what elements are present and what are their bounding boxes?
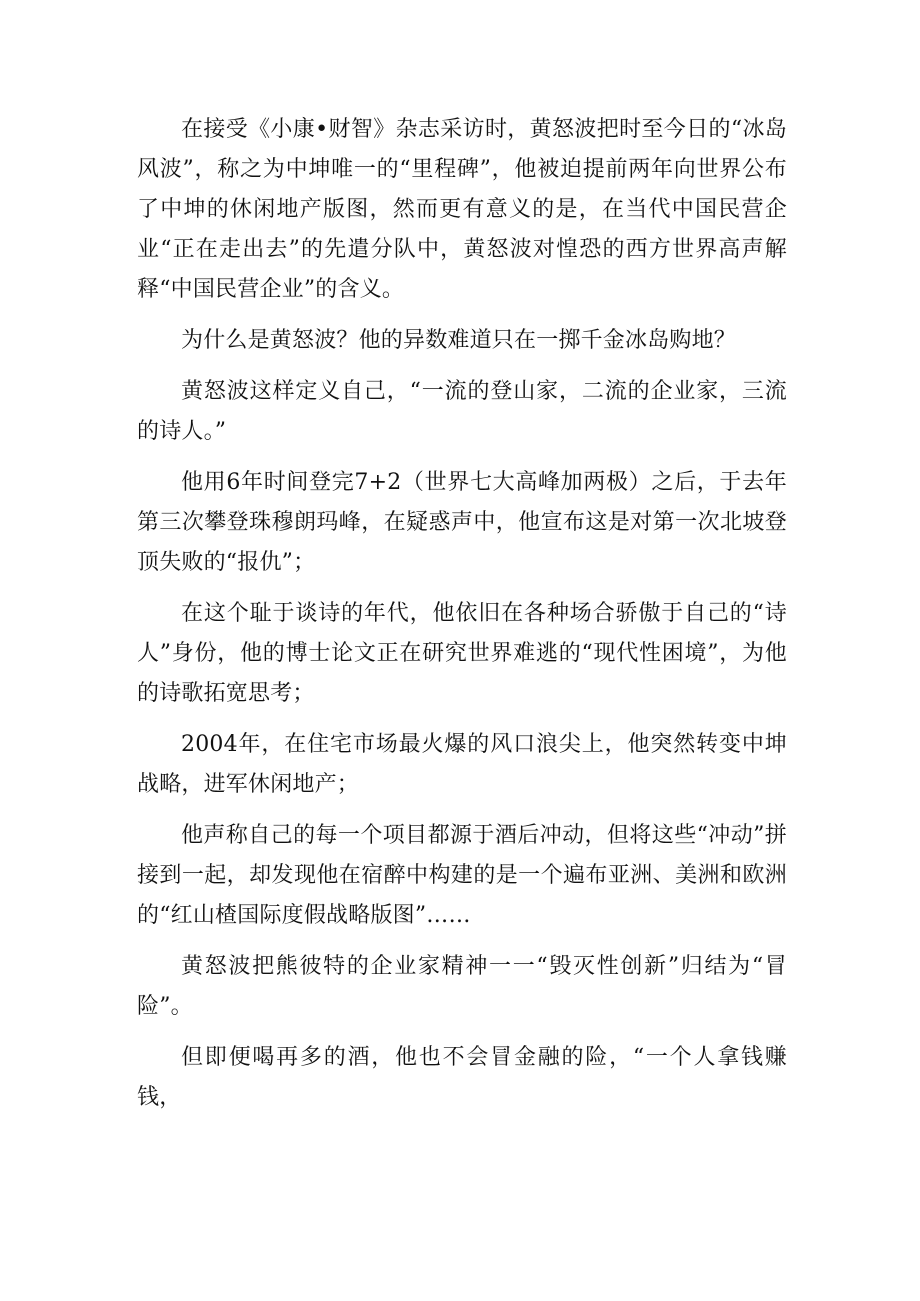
paragraph-3: 黄怒波这样定义自己，“一流的登山家，二流的企业家，三流的诗人。”: [137, 379, 787, 444]
paragraph-8: 黄怒波把熊彼特的企业家精神一一“毁灭性创新”归结为“冒险”。: [137, 954, 787, 1019]
paragraph-4: 他用6年时间登完7+2（世界七大高峰加两极）之后，于去年第三次攀登珠穆朗玛峰，在疑惑声中，他宣布这是对第一次北坡登顶失败的“报仇”；: [137, 470, 787, 575]
paragraph-2: 为什么是黄怒波？他的异数难道只在一掷千金冰岛购地？: [181, 328, 737, 353]
paragraph-1: 在接受《小康•财智》杂志采访时，黄怒波把时至今日的“冰岛风波”，称之为中坤唯一的“里程碑”，他被迫提前两年向世界公布了中坤的休闲地产版图，然而更有意义的是，在当代中国民营企业“正在走出去”的先遣分队中，黄怒波对惶恐的西方世界高声解释“中国民营企业”的含义。: [137, 117, 787, 302]
paragraph-9: 但即便喝再多的酒，他也不会冒金融的险，“一个人拿钱赚钱，: [137, 1045, 787, 1110]
paragraph-7: 他声称自己的每一个项目都源于酒后冲动，但将这些“冲动”拼接到一起，却发现他在宿醉中构建的是一个遍布亚洲、美洲和欧洲的“红山楂国际度假战略版图”……: [137, 823, 787, 928]
article-body: [137, 110, 787, 1129]
paragraph-6: 2004年，在住宅市场最火爆的风口浪尖上，他突然转变中坤战略，进军休闲地产；: [137, 732, 787, 797]
paragraph-5: 在这个耻于谈诗的年代，他依旧在各种场合骄傲于自己的“诗人”身份，他的博士论文正在研究世界难逃的“现代性困境”，为他的诗歌拓宽思考；: [137, 601, 787, 706]
